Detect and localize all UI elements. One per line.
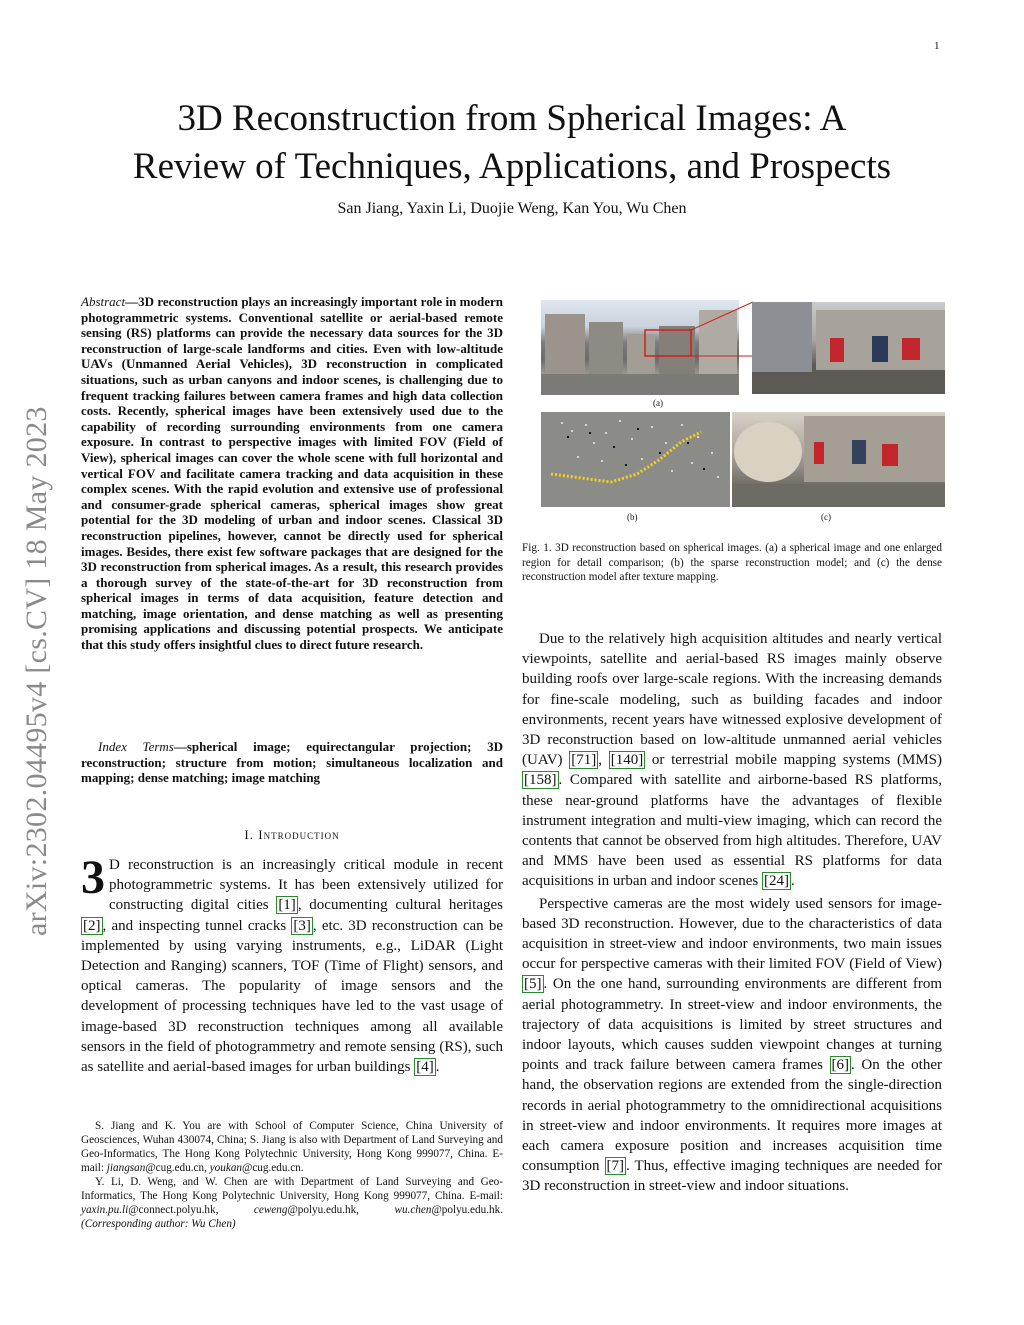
paragraph <box>522 894 942 1197</box>
citation-link[interactable]: [6] <box>831 1057 850 1074</box>
enlarged-facade <box>752 302 945 394</box>
intro-text: . <box>435 1059 440 1076</box>
intro-text: D reconstruction is an increasingly critical module in recent photogrammetric systems. It has been extensively utilized for constructing digital cities <box>109 857 503 914</box>
footnote-text: S. Jiang and K. You are with School of Computer Science, China University of Geosciences, Wuhan 430074, China; S. Jiang is also with Department of Land Surveying and Geo-Informatics, The Hong Kong Polytechnic University, Hong Kong 999077, China. E-mail: <box>81 1120 503 1174</box>
citation-link[interactable]: [3] <box>293 917 311 934</box>
intro-text: , and inspecting tunnel cracks <box>102 917 292 934</box>
footnote-text: @cug.edu.cn. <box>242 1162 304 1174</box>
citation-link[interactable]: [4] <box>416 1059 434 1076</box>
footnote-text: @polyu.edu.hk, <box>287 1204 395 1216</box>
subfigure-label-c: (c) <box>821 512 831 522</box>
citation-link[interactable]: [2] <box>83 917 101 934</box>
sparse-point-cloud <box>541 412 730 507</box>
footnote-text: @cug.edu.cn, <box>145 1162 210 1174</box>
introduction-paragraph <box>81 851 503 1077</box>
section-title: Introduction <box>258 827 340 842</box>
paragraph-text: . Compared with satellite and airborne-based RS platforms, these near-ground platforms have the advantages of flexible instrument integration and multi-view imaging, which can record the contents that cannot be observed from high altitudes. Therefore, UAV and MMS have been used as essential RS platforms for data acquisitions in urban and indoor scenes <box>522 772 942 890</box>
author-list: San Jiang, Yaxin Li, Duojie Weng, Kan You, Wu Chen <box>337 200 687 217</box>
paragraph-text: Perspective cameras are the most widely used sensors for image-based 3D reconstruction. However, due to the characteristics of data acquisition in street-view and indoor environments, two main issues occur for perspective cameras with their limited FOV (Field of View) <box>522 895 942 973</box>
email-user: wu.chen <box>394 1204 432 1216</box>
abstract-label: Abstract <box>81 294 126 309</box>
figure-1 <box>541 300 945 530</box>
footnote-1 <box>81 1119 503 1175</box>
paragraph-text: Due to the relatively high acquisition altitudes and nearly vertical viewpoints, satellite and aerial-based RS images mainly observe building roofs over large-scale regions. With the increasing demands for fine-scale modeling, such as building facades and indoor environments, recent years have witnessed explosive development of 3D reconstruction based on low-altitude unmanned aerial vehicles (UAV) <box>522 631 942 769</box>
subfigure-label-b: (b) <box>627 512 638 522</box>
email-user: ceweng <box>253 1204 288 1216</box>
footnote-text: @connect.polyu.hk, <box>128 1204 254 1216</box>
paper-title <box>60 95 964 191</box>
arxiv-identifier[interactable]: arXiv:2302.04495v4 [cs.CV] 18 May 2023 <box>20 406 53 936</box>
paragraph-text: . Thus, effective imaging techniques are needed for 3D reconstruction in street-view and indoor situations. <box>522 1158 942 1195</box>
email-user: yaxin.pu.li <box>81 1204 129 1216</box>
abstract <box>81 294 503 653</box>
subfigure-label-a: (a) <box>653 398 663 408</box>
index-terms <box>81 739 503 786</box>
index-terms-text: —spherical image; equirectangular projection; 3D reconstruction; structure from motion; simultaneous localization and mapping; dense matching; image matching <box>81 739 504 786</box>
title-line-2: Review of Techniques, Applications, and Prospects <box>132 146 892 187</box>
abstract-text: —3D reconstruction plays an increasingly important role in modern photogrammetric systems. Conventional satellite or aerial-based remote sensing (RS) platforms can provide the necessary data sources for the 3D reconstruction of large-scale landforms and cities. Even with low-altitude UAVs (Unmanned Aerial Vehicles), 3D reconstruction in complicated situations, such as urban canyons and indoor scenes, is challenging due to frequent tracking failures between camera frames and high data collection costs. Recently, spherical images have been extensively used due to the capability of recording surrounding environments from one camera exposure. In contrast to perspective images with limited FOV (Field of View), spherical images can cover the whole scene with full horizontal and vertical FOV and facilitate camera tracking and data acquisition in these complex scenes. With the rapid evolution and extensive use of professional and consumer-grade spherical cameras, spherical images show great potential for the 3D modeling of urban and indoor scenes. Classical 3D reconstruction pipelines, however, cannot be directly used for spherical images. Besides, there exist few software packages that are designed for the 3D reconstruction from spherical images. As a result, this research provides a thorough survey of the state-of-the-art for 3D reconstruction from spherical images in terms of data acquisition, feature detection and matching, image orientation, and dense matching as well as presenting promising applications and discussing potential prospects. We anticipate that this study offers insightful clues to direct future research. <box>81 294 503 653</box>
paragraph-text: . On the other hand, the observation regions are extended from the single-direction records in aerial photogrammetry to the omnidirectional acquisitions in street-view and indoor environments. It requires more images at each camera exposure position and increases acquisition time consumption <box>522 1057 942 1175</box>
paragraph-text: or terrestrial mobile mapping systems (MMS) <box>645 752 942 769</box>
citation-link[interactable]: [24] <box>763 873 789 890</box>
footnote-2 <box>81 1175 503 1231</box>
paragraph-text: , <box>598 752 609 769</box>
citation-link[interactable]: [5] <box>524 976 542 993</box>
paragraph-text: . On the one hand, surrounding environments are different from aerial photogrammetry. In street-view and indoor environments, the trajectory of data acquisitions is limited by street structures and indoor layouts, which causes sudden viewpoint changes at turning points and track failure between camera frames <box>522 976 942 1074</box>
paragraph <box>522 629 942 892</box>
citation-link[interactable]: [71] <box>571 752 597 769</box>
sparse-reconstruction-image <box>541 412 730 507</box>
page-number: 1 <box>934 40 940 52</box>
dense-reconstruction-image <box>732 412 945 507</box>
enlarged-region-image <box>752 302 945 394</box>
camera-trajectory <box>551 432 701 482</box>
citation-link[interactable]: [7] <box>606 1158 624 1175</box>
footnote-text: Y. Li, D. Weng, and W. Chen are with Department of Land Surveying and Geo-Informatics, The Hong Kong Polytechnic University, Hong Kong 999077, China. E-mail: <box>81 1176 503 1202</box>
paragraph-text: . <box>790 873 795 890</box>
intro-text: , documenting cultural heritages <box>297 897 503 914</box>
email-user: youkan <box>209 1162 243 1174</box>
citation-link[interactable]: [140] <box>610 752 644 769</box>
figure-caption: Fig. 1. 3D reconstruction based on spherical images. (a) a spherical image and one enlarged region for detail comparison; (b) the sparse reconstruction model; and (c) the dense reconstruction model after texture mapping. <box>522 542 942 583</box>
citation-link[interactable]: [158] <box>524 772 557 789</box>
zoom-connector <box>691 300 755 360</box>
corresponding-author: (Corresponding author: Wu Chen) <box>81 1218 236 1230</box>
section-numeral: I. <box>244 827 254 842</box>
title-line-1: 3D Reconstruction from Spherical Images: A <box>177 98 847 139</box>
affiliation-footnotes <box>81 1119 503 1231</box>
intro-text: , etc. 3D reconstruction can be implemented by using varying instruments, e.g., LiDAR (Light Detection and Ranging) scanners, TOF (Time of Flight) sensors, and optical cameras. The popularity of image sensors and the development of processing techniques have led to the vast usage of image-based 3D reconstruction techniques among all available sensors in the field of photogrammetry and remote sensing (RS), such as satellite and aerial-based images for urban buildings <box>81 917 503 1076</box>
footnote-text: @polyu.edu.hk. <box>431 1204 503 1216</box>
dense-textured-model <box>732 412 945 507</box>
drop-cap: 3 <box>81 851 105 904</box>
email-user: jiangsan <box>106 1162 146 1174</box>
right-column-body <box>522 629 942 1197</box>
citation-link[interactable]: [1] <box>278 897 296 914</box>
index-terms-label: Index Terms <box>98 739 174 754</box>
section-heading-introduction <box>81 827 503 843</box>
